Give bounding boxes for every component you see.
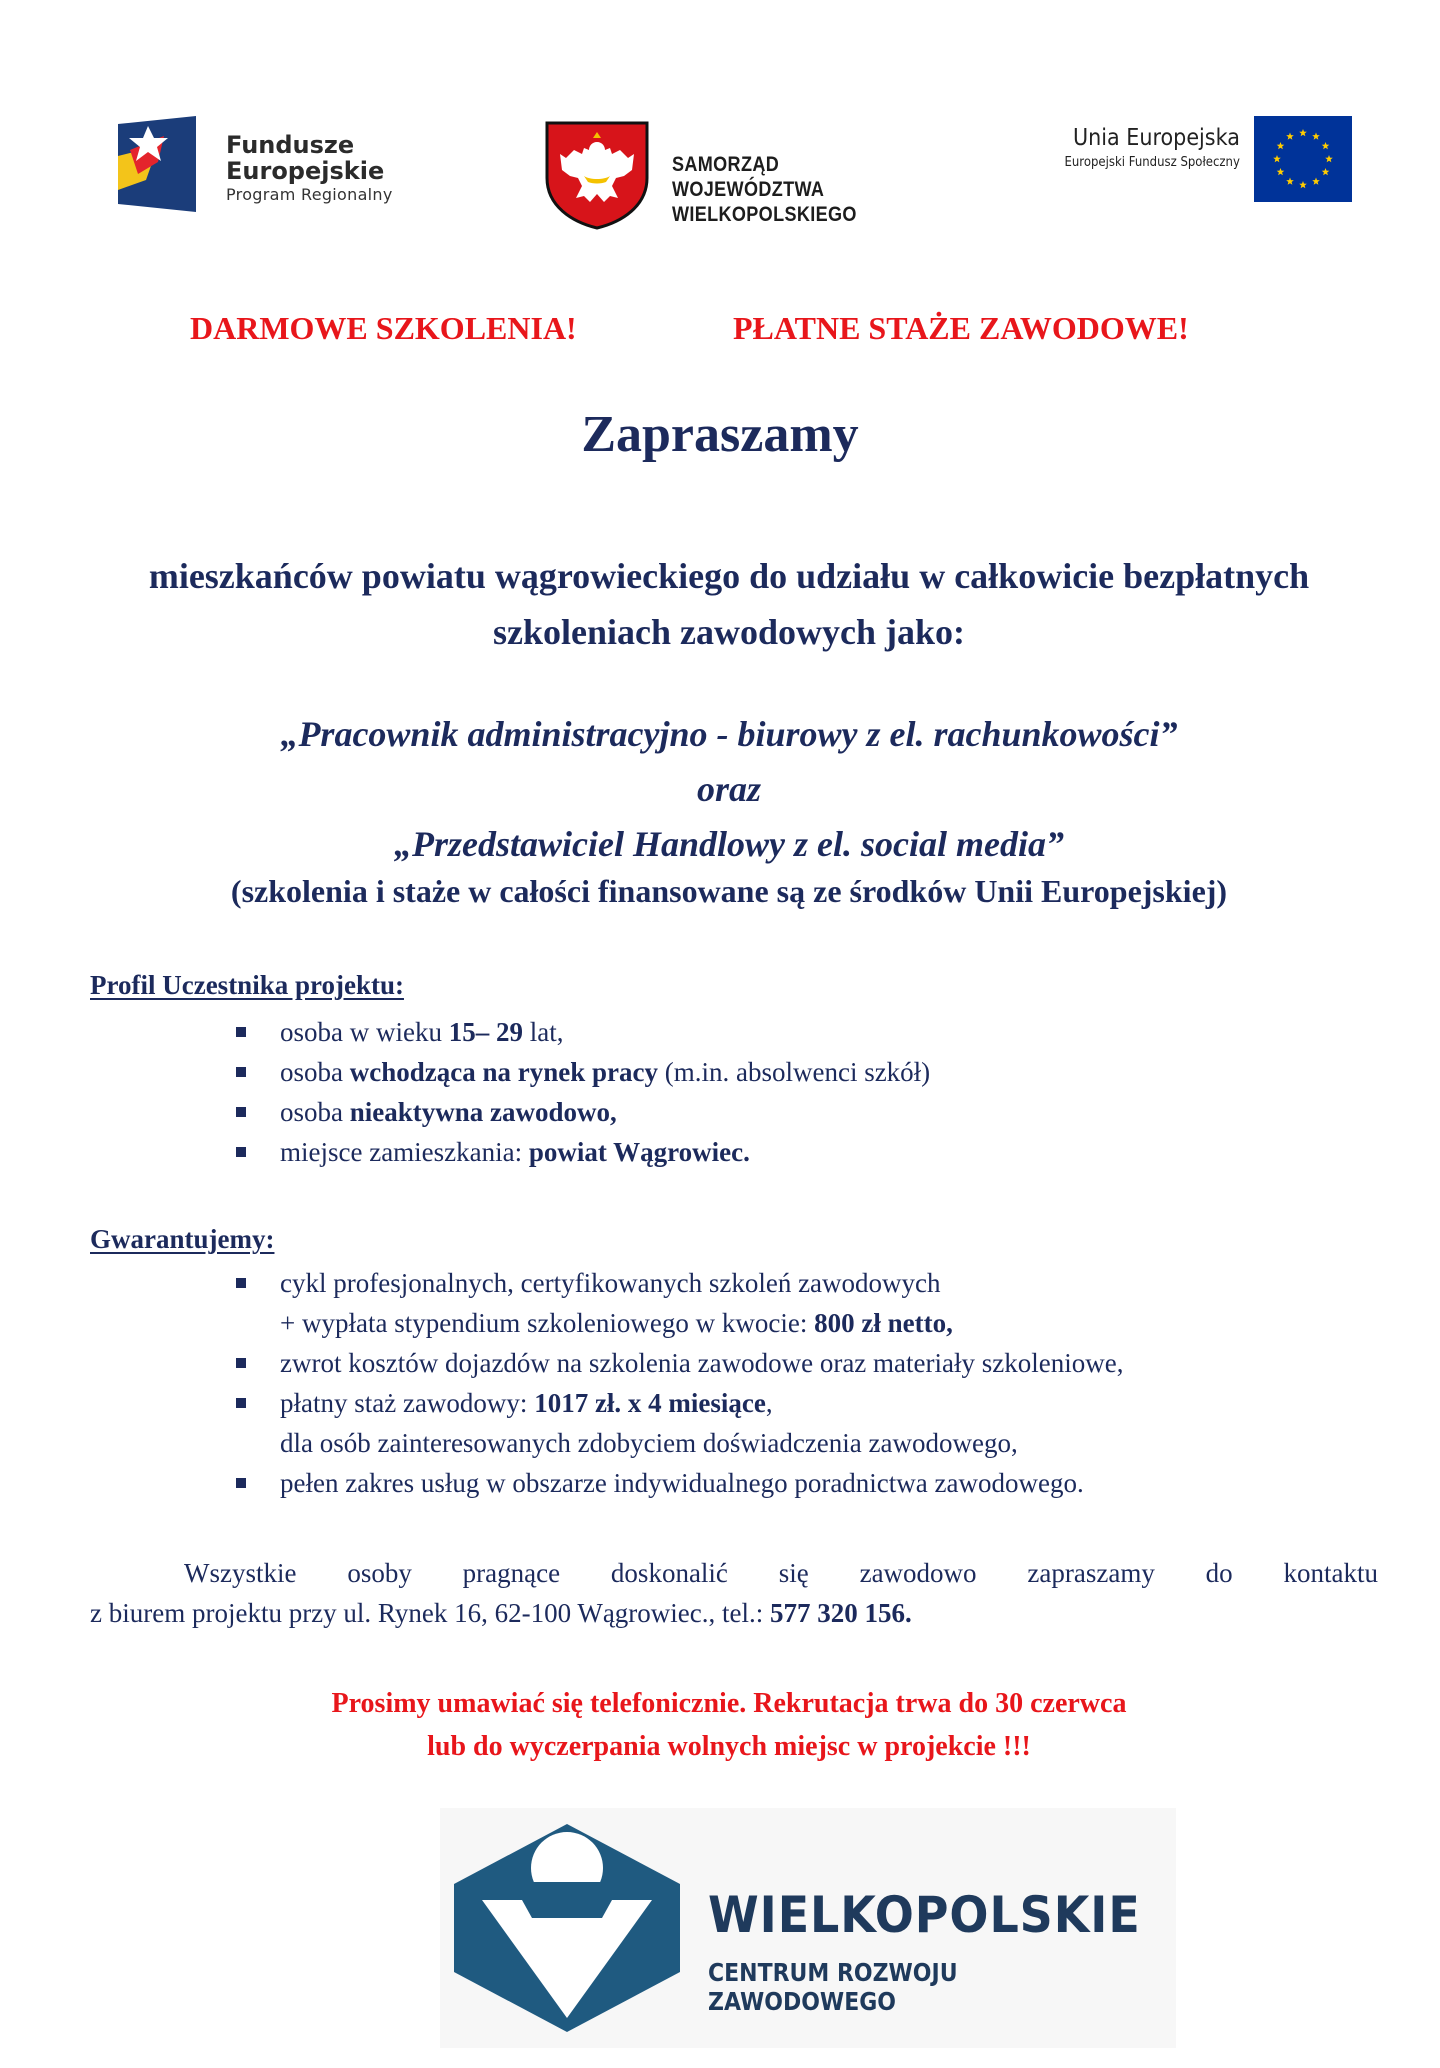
- list-item: [232, 1012, 930, 1052]
- list-item: [232, 1052, 930, 1092]
- wcrz-title: WIELKOPOLSKIE: [708, 1886, 1141, 1944]
- notice-line2: lub do wyczerpania wolnych miejsc w projekcie !!!: [427, 1731, 1031, 1762]
- profile-item-pre: miejsce zamieszkania:: [280, 1137, 529, 1167]
- profile-title: Profil Uczestnika projektu:: [90, 970, 404, 1000]
- recruitment-notice: [120, 1682, 1338, 1768]
- profile-item-post: lat,: [522, 1017, 564, 1047]
- wcrz-emblem-icon: [452, 1822, 682, 2034]
- invite-subheading: mieszkańców powiatu wągrowieckiego do udziału w całkowicie bezpłatnych szkoleniach zawodowych jako:: [148, 556, 1310, 652]
- guarantee-list: [232, 1263, 1123, 1503]
- bullet-icon: [236, 1358, 246, 1368]
- list-item: [232, 1092, 930, 1132]
- eu-flag-icon: [1254, 116, 1352, 202]
- wielkopolskie-crz-logo: [440, 1808, 1176, 2048]
- fe-line3: Program Regionalny: [226, 185, 393, 204]
- course-first: „Pracownik administracyjno - biurowy z el. rachunkowości”: [280, 714, 1178, 754]
- contact-line1: Wszystkie osoby pragnące doskonalić się zawodowo zapraszamy do kontaktu: [184, 1558, 1378, 1588]
- bullet-icon: [236, 1027, 246, 1037]
- eagle-shield-icon: [544, 120, 650, 230]
- profile-item-bold: powiat Wągrowiec.: [528, 1137, 750, 1167]
- contact-phone: 577 320 156.: [770, 1598, 912, 1628]
- banner-paid-internship: PŁATNE STAŻE ZAWODOWE!: [733, 310, 1189, 346]
- guarantee-item2: zwrot kosztów dojazdów na szkolenia zawodowe oraz materiały szkoleniowe,: [280, 1348, 1124, 1378]
- profile-item-bold: wchodząca na rynek pracy: [349, 1057, 658, 1087]
- samorzad-line1: SAMORZĄD WOJEWÓDZTWA: [672, 153, 825, 201]
- samorzad-line2: WIELKOPOLSKIEGO: [672, 203, 857, 226]
- fundusze-europejskie-icon: [118, 116, 196, 212]
- bullet-icon: [236, 1478, 246, 1488]
- guarantee-internship-amount: 1017 zł. x 4 miesiące: [534, 1388, 766, 1418]
- guarantee-item3-line2: dla osób zainteresowanych zdobyciem doświadczenia zawodowego,: [280, 1428, 1018, 1458]
- guarantee-item3-post: ,: [765, 1388, 773, 1418]
- course-joiner: oraz: [696, 769, 762, 809]
- contact-line2: z biurem projektu przy ul. Rynek 16, 62-100 Wągrowiec., tel.:: [90, 1598, 770, 1628]
- profile-item-bold: nieaktywna zawodowo,: [349, 1097, 617, 1127]
- fe-line1: Fundusze: [226, 131, 355, 159]
- header-logos: [0, 108, 1440, 228]
- course-names: [120, 707, 1338, 872]
- invite-heading: Zapraszamy: [581, 406, 859, 463]
- profile-item-bold: 15– 29: [448, 1017, 523, 1047]
- guarantee-title: Gwarantujemy:: [90, 1224, 275, 1254]
- samorzad-wojewodztwa-logo: [544, 120, 944, 230]
- profile-item-pre: osoba w wieku: [280, 1017, 449, 1047]
- fundusze-europejskie-text: [226, 132, 393, 206]
- bullet-icon: [236, 1147, 246, 1157]
- guarantee-item3-line1: [280, 1383, 1123, 1423]
- fundusze-europejskie-logo: [118, 116, 478, 216]
- guarantee-item1-line2-text: + wypłata stypendium szkoleniowego w kwocie:: [280, 1308, 815, 1338]
- unia-europejska-text: [1045, 124, 1240, 174]
- profile-list: [232, 1012, 930, 1172]
- unia-europejska-logo: [1024, 112, 1360, 202]
- bullet-icon: [236, 1067, 246, 1077]
- bullet-icon: [236, 1107, 246, 1117]
- list-item: [232, 1343, 1123, 1383]
- profile-item-pre: osoba: [280, 1057, 350, 1087]
- wcrz-subtitle: CENTRUM ROZWOJU ZAWODOWEGO: [708, 1958, 958, 2016]
- contact-paragraph: [90, 1553, 1378, 1633]
- bullet-icon: [236, 1278, 246, 1288]
- list-item: [232, 1383, 1123, 1463]
- guarantee-item4: pełen zakres usług w obszarze indywidualnego poradnictwa zawodowego.: [280, 1468, 1084, 1498]
- ue-subtitle: Europejski Fundusz Społeczny: [1064, 155, 1240, 170]
- banner-free-training: DARMOWE SZKOLENIA!: [190, 310, 577, 346]
- guarantee-item1-line2: [280, 1303, 1123, 1343]
- samorzad-text: [672, 152, 906, 227]
- list-item: [232, 1263, 1123, 1343]
- ue-title: Unia Europejska: [1073, 125, 1240, 151]
- list-item: [232, 1463, 1123, 1503]
- fe-line2: Europejskie: [226, 157, 385, 185]
- bullet-icon: [236, 1398, 246, 1408]
- list-item: [232, 1132, 930, 1172]
- notice-line1: Prosimy umawiać się telefonicznie. Rekrutacja trwa do 30 czerwca: [331, 1688, 1127, 1719]
- guarantee-stipend-amount: 800 zł netto,: [814, 1308, 953, 1338]
- profile-item-post: (m.in. absolwenci szkół): [657, 1057, 931, 1087]
- guarantee-item3-text: płatny staż zawodowy:: [280, 1388, 535, 1418]
- profile-item-pre: osoba: [280, 1097, 350, 1127]
- financing-note: (szkolenia i staże w całości finansowane są ze środków Unii Europejskiej): [230, 873, 1228, 909]
- guarantee-item1-line1: cykl profesjonalnych, certyfikowanych szkoleń zawodowych: [280, 1268, 941, 1298]
- banner: [0, 310, 1440, 350]
- course-second: „Przedstawiciel Handlowy z el. social media”: [394, 824, 1064, 864]
